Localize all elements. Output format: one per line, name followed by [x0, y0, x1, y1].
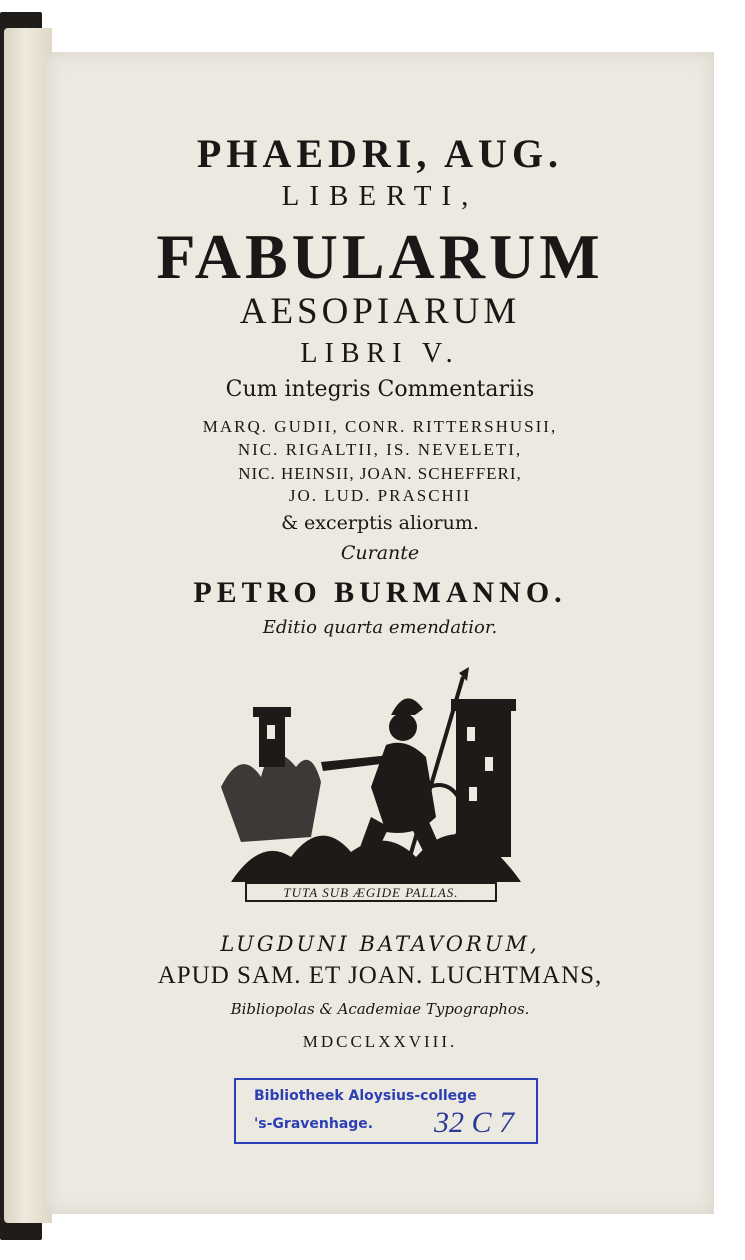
volume-count: LIBRI V.	[300, 338, 460, 369]
excerpts-line: & excerptis aliorum.	[281, 512, 479, 534]
stamp-shelfmark: 32 C 7	[434, 1106, 515, 1139]
author-line-2: LIBERTI,	[281, 180, 479, 212]
stamp-city: 's-Gravenhage.	[254, 1116, 374, 1132]
imprint-year: MDCCLXXVIII.	[302, 1032, 458, 1051]
commentators-line-2: NIC. RIGALTII, IS. NEVELETI,	[237, 440, 523, 459]
commentators-line-1: MARQ. GUDII, CONR. RITTERSHUSII,	[202, 417, 558, 436]
page-edge	[4, 28, 52, 1223]
printer-device-vignette	[201, 667, 531, 905]
edition-line: Editio quarta emendatior.	[262, 617, 498, 638]
imprint-place: LUGDUNI BATAVORUM,	[220, 932, 540, 956]
author-line: PHAEDRI, AUG.	[196, 131, 564, 176]
imprint-role: Bibliopolas & Academiae Typographos.	[230, 1000, 530, 1018]
curante-line: Curante	[340, 542, 420, 564]
title-page	[46, 52, 714, 1214]
editor-name: PETRO BURMANNO.	[193, 576, 567, 609]
commentators-line-4: JO. LUD. PRASCHII	[288, 486, 472, 505]
commentary-line: Cum integris Commentariis	[225, 377, 535, 402]
library-stamp	[234, 1078, 538, 1144]
imprint-printer: APUD SAM. ET JOAN. LUCHTMANS,	[157, 962, 603, 989]
commentators-line-3: NIC. HEINSII, JOAN. SCHEFFERI,	[238, 464, 522, 483]
vignette-motto: TUTA SUB ÆGIDE PALLAS.	[283, 885, 459, 900]
work-title: FABULARUM	[156, 221, 604, 292]
stamp-library-name: Bibliotheek Aloysius-college	[254, 1088, 477, 1104]
work-title-2: AESOPIARUM	[239, 291, 521, 332]
